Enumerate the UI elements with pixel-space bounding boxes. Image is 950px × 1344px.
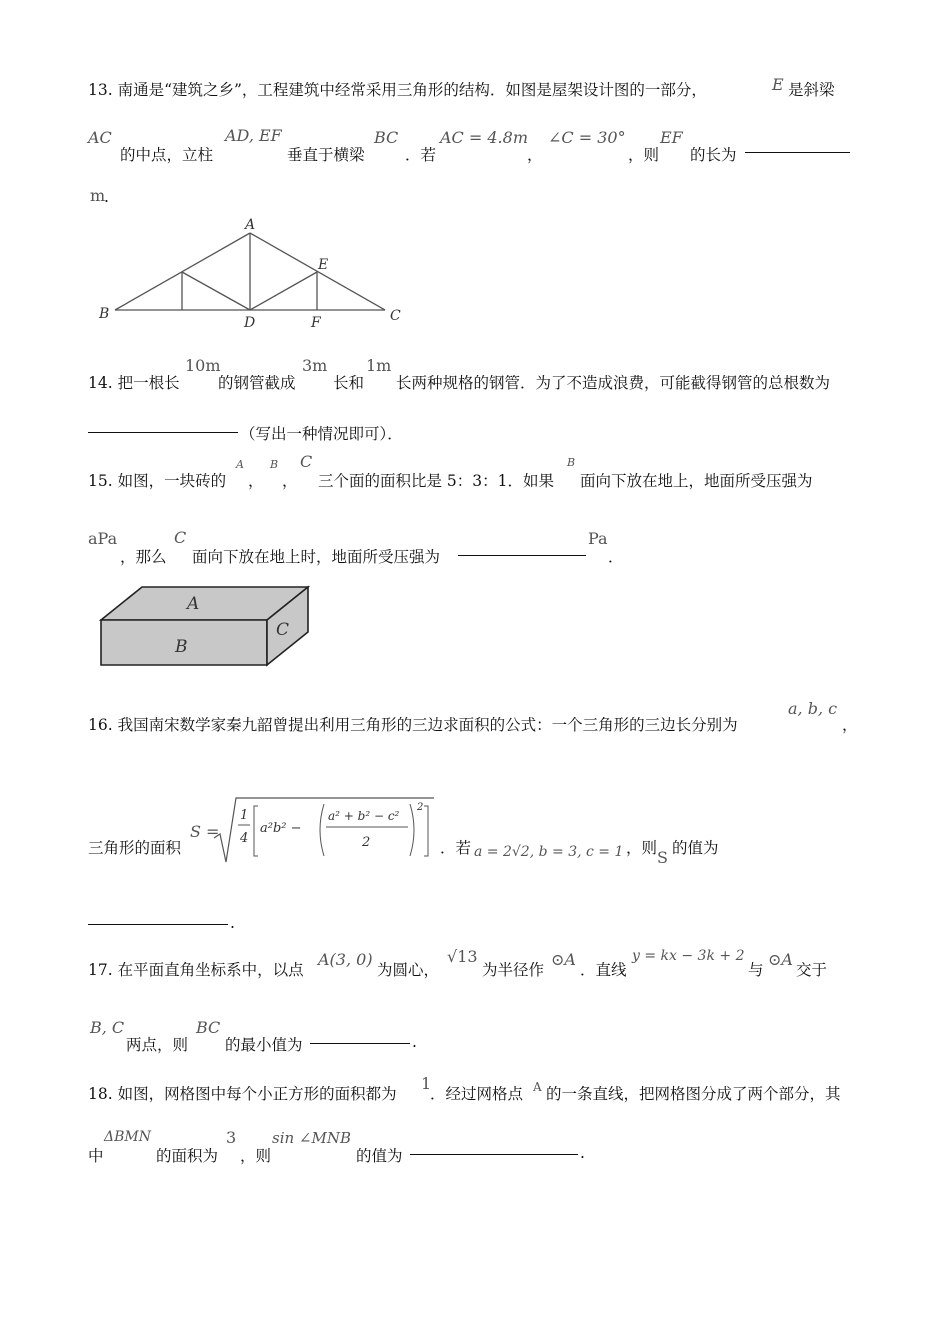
q18-one: 1 xyxy=(421,1074,432,1093)
q17-circle2: ⊙A xyxy=(768,950,793,969)
q17-text: 为圆心， xyxy=(377,961,440,979)
q16-text: ．若 xyxy=(440,839,472,857)
q14-size-3m: 3m xyxy=(302,356,328,375)
q14-answer-blank[interactable] xyxy=(88,418,238,437)
brick-label-c: C xyxy=(276,620,290,640)
q13-angle: ∠C = 30° xyxy=(548,128,626,147)
q18-area: 3 xyxy=(226,1128,237,1147)
roof-truss-figure xyxy=(95,215,415,335)
q18-text: 的值为 xyxy=(356,1147,403,1165)
q17-text: 为半径作 xyxy=(482,961,545,979)
q13-text: ，则 xyxy=(628,146,660,164)
q15-face-c: C xyxy=(300,452,313,471)
truss-brace-de xyxy=(250,272,317,310)
q17-text: 17. 在平面直角坐标系中，以点 xyxy=(88,961,304,979)
truss-label-f: F xyxy=(311,315,321,331)
svg-text:2: 2 xyxy=(362,835,371,850)
q18-triangle: ΔBMN xyxy=(104,1129,151,1145)
q13-text: 的长为 xyxy=(690,146,737,164)
q16-sides: a, b, c xyxy=(788,699,838,718)
q17-circle: ⊙A xyxy=(551,950,576,969)
q15-pressure-a: aPa xyxy=(88,529,118,548)
q14-text: 长和 xyxy=(333,374,365,392)
svg-text:4: 4 xyxy=(240,831,249,846)
brick-figure xyxy=(98,584,313,668)
q16-text: 三角形的面积 xyxy=(88,839,182,857)
q16-var-s: S xyxy=(657,848,668,867)
q15-text: ，那么 xyxy=(120,548,167,566)
q15-dot: ． xyxy=(608,548,624,566)
svg-text:2: 2 xyxy=(417,802,424,813)
q18-text: ．经过网格点 xyxy=(430,1085,524,1103)
truss-label-a: A xyxy=(245,217,256,233)
truss-label-e: E xyxy=(318,257,329,273)
q13-answer-blank[interactable] xyxy=(745,138,850,157)
q13-comma: ， xyxy=(527,146,543,164)
q13-var-adef: AD, EF xyxy=(225,126,282,145)
q15-text: 面向下放在地上时，地面所受压强为 xyxy=(192,548,441,566)
q14-text: 的钢管截成 xyxy=(218,374,296,392)
q17-text: 的最小值为 xyxy=(225,1036,303,1054)
q18-text: 的一条直线，把网格图分成了两个部分，其 xyxy=(546,1085,841,1103)
q15-text: 面向下放在地上，地面所受压强为 xyxy=(580,472,813,490)
truss-label-d: D xyxy=(244,315,256,331)
q13-text: 的中点，立柱 xyxy=(120,146,214,164)
svg-text:a² + b² − c²: a² + b² − c² xyxy=(328,809,400,823)
q18-text: ，则 xyxy=(240,1147,272,1165)
q18-sin: sin ∠MNB xyxy=(272,1129,351,1147)
q13-unit: m xyxy=(90,186,106,205)
brick-label-a: A xyxy=(187,594,200,614)
q15-face-b: B xyxy=(270,458,279,471)
q18-point-a: A xyxy=(533,1080,542,1094)
q13-dot: . xyxy=(104,188,109,206)
q15-answer-blank[interactable] xyxy=(458,541,586,560)
q17-text: ．直线 xyxy=(580,961,627,979)
q16-text: 16. 我国南宋数学家秦九韶曾提出利用三角形的三边求面积的公式：一个三角形的三边长分别为 xyxy=(88,716,738,734)
q14-text: 14. 把一根长 xyxy=(88,374,180,392)
q15-text: 三个面的面积比是 5：3：1．如果 xyxy=(318,472,555,490)
q15-face-b2: B xyxy=(567,456,576,469)
q17-line-eq: y = kx − 3k + 2 xyxy=(632,948,745,964)
q15-face-a: A xyxy=(236,458,244,471)
truss-label-c: C xyxy=(390,308,401,324)
q16-formula-s: S = xyxy=(190,822,220,841)
q14-text: 长两种规格的钢管．为了不造成浪费，可能截得钢管的总根数为 xyxy=(396,374,831,392)
q14-text: （写出一种情况即可）． xyxy=(240,425,403,443)
q18-text: 的面积为 xyxy=(156,1147,219,1165)
q18-text: 18. 如图，网格图中每个小正方形的面积都为 xyxy=(88,1085,397,1103)
q17-var-bc: BC xyxy=(196,1018,221,1037)
q17-radius: √13 xyxy=(447,947,478,966)
truss-brace-left xyxy=(182,272,250,310)
q17-text: 交于 xyxy=(796,961,828,979)
q13-ac-value: AC = 4.8m xyxy=(440,128,528,147)
q18-answer-blank[interactable] xyxy=(410,1140,578,1159)
q14-length: 10m xyxy=(185,356,221,375)
q15-comma: ， xyxy=(248,472,264,490)
q16-text: 的值为 xyxy=(672,839,719,857)
q13-text: 垂直于横梁 xyxy=(287,146,365,164)
svg-text:a²b² −: a²b² − xyxy=(260,821,302,836)
q16-values: a = 2√2, b = 3, c = 1 xyxy=(474,844,624,860)
q13-text: 是斜梁 xyxy=(788,81,835,99)
q15-comma: ， xyxy=(282,472,298,490)
q15-face-c2: C xyxy=(174,528,187,547)
q13-text: 13. 南通是“建筑之乡”，工程建筑中经常采用三角形的结构．如图是屋架设计图的一部分， xyxy=(88,81,707,99)
q17-text: 与 xyxy=(748,961,764,979)
q17-answer-blank[interactable] xyxy=(310,1029,410,1048)
q17-points: B, C xyxy=(90,1018,125,1037)
q14-size-1m: 1m xyxy=(366,356,392,375)
q13-var-bc: BC xyxy=(374,128,399,147)
heron-formula xyxy=(212,796,437,866)
q13-var-e: E xyxy=(772,75,784,94)
q18-dot: . xyxy=(580,1144,585,1162)
q17-text: 两点，则 xyxy=(126,1036,189,1054)
q16-comma: ， xyxy=(842,716,858,734)
q13-text: ．若 xyxy=(405,146,437,164)
q16-dot: . xyxy=(230,914,235,932)
q13-var-ac: AC xyxy=(88,128,112,147)
truss-label-b: B xyxy=(99,306,110,322)
brick-label-b: B xyxy=(175,637,188,657)
q16-text: ，则 xyxy=(626,839,658,857)
q17-center: A(3, 0) xyxy=(318,950,373,969)
q18-text: 中 xyxy=(88,1147,104,1165)
q15-text: 15. 如图，一块砖的 xyxy=(88,472,227,490)
q17-dot: . xyxy=(412,1033,417,1051)
q16-answer-blank[interactable] xyxy=(88,910,228,929)
q13-var-ef: EF xyxy=(660,128,683,147)
svg-text:1: 1 xyxy=(240,808,249,823)
q15-unit: Pa xyxy=(588,529,608,548)
